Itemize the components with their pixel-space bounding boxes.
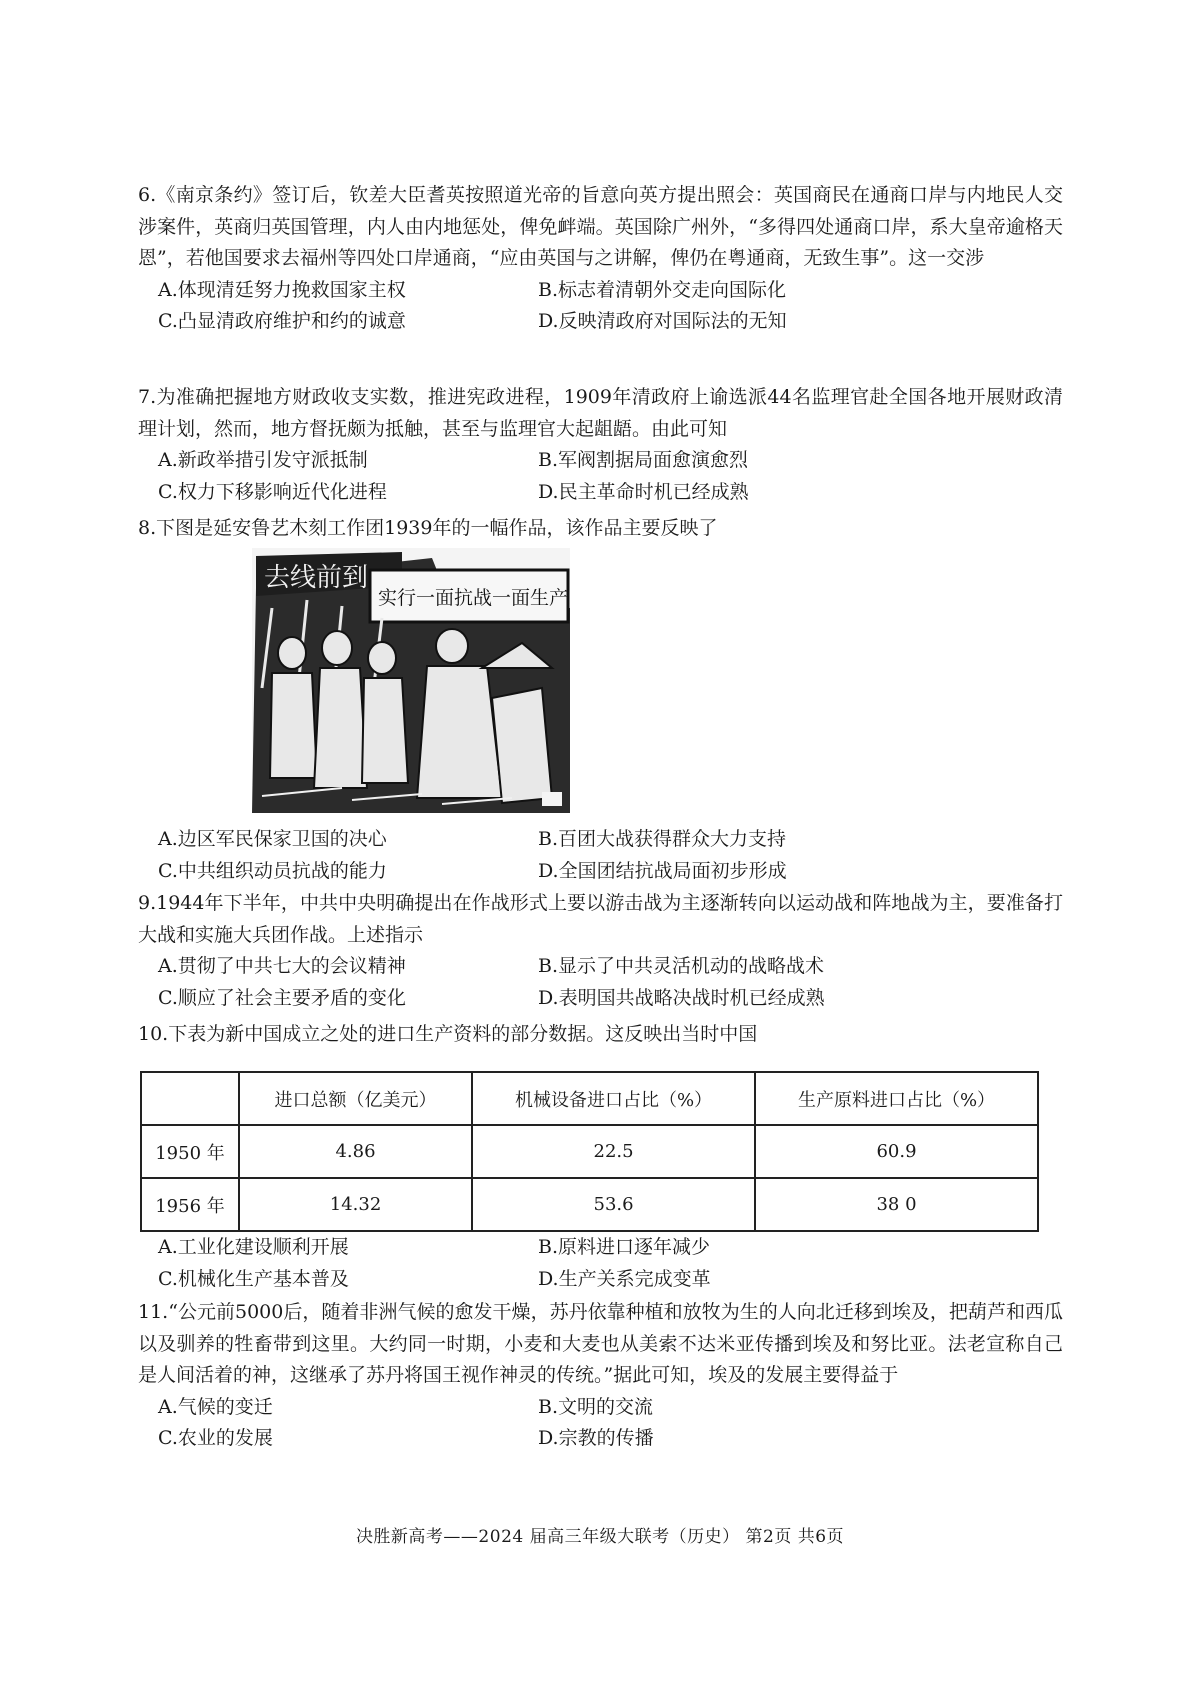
question-9 bbox=[138, 888, 1063, 1014]
banner-text: 去线前到 bbox=[264, 563, 369, 593]
option-b[interactable]: B.百团大战获得群众大力支持 bbox=[538, 828, 787, 850]
question-8 bbox=[138, 513, 1063, 545]
table-cell: 38 0 bbox=[755, 1178, 1038, 1231]
option-b[interactable]: B.原料进口逐年减少 bbox=[538, 1236, 711, 1258]
question-7 bbox=[138, 382, 1063, 508]
question-11-options bbox=[158, 1392, 1063, 1455]
table-header-row bbox=[141, 1072, 1038, 1125]
question-6-options bbox=[158, 275, 1063, 338]
option-c[interactable]: C.凸显清政府维护和约的诚意 bbox=[158, 310, 406, 332]
question-10-options bbox=[158, 1232, 1063, 1295]
option-d[interactable]: D.生产关系完成变革 bbox=[538, 1267, 711, 1290]
option-d[interactable]: D.宗教的传播 bbox=[538, 1427, 654, 1449]
question-7-stem: 7.为准确把握地方财政收支实数，推进宪政进程，1909年清政府上谕选派44名监理官赴全国各地开展财政清理计划，然而，地方督抚颇为抵触，甚至与监理官大起龃龉。由此可知 bbox=[138, 386, 1063, 440]
question-7-options bbox=[158, 445, 1063, 508]
option-c[interactable]: C.机械化生产基本普及 bbox=[158, 1267, 349, 1290]
option-b[interactable]: B.文明的交流 bbox=[538, 1395, 654, 1418]
page-footer: 决胜新高考——2024 届高三年级大联考（历史） 第2页 共6页 bbox=[355, 1527, 845, 1547]
table-header-cell: 进口总额（亿美元） bbox=[239, 1072, 472, 1125]
option-a[interactable]: A.贯彻了中共七大的会议精神 bbox=[158, 955, 406, 977]
question-10-stem: 10.下表为新中国成立之处的进口生产资料的部分数据。这反映出当时中国 bbox=[138, 1023, 758, 1045]
table-cell: 14.32 bbox=[239, 1178, 472, 1231]
question-10-options-block bbox=[138, 1232, 1063, 1295]
question-10 bbox=[138, 1019, 1063, 1051]
table-header-cell: 生产原料进口占比（%） bbox=[755, 1072, 1038, 1125]
option-b[interactable]: B.军阀割据局面愈演愈烈 bbox=[538, 449, 749, 471]
option-d[interactable]: D.全国团结抗战局面初步形成 bbox=[538, 859, 787, 882]
question-9-stem: 9.1944年下半年，中共中央明确提出在作战形式上要以游击战为主逐渐转向以运动战和阵地战为主，要准备打大战和实施大兵团作战。上述指示 bbox=[138, 892, 1063, 946]
table-cell: 22.5 bbox=[472, 1125, 755, 1178]
option-d[interactable]: D.民主革命时机已经成熟 bbox=[538, 480, 749, 503]
table-header-cell: 机械设备进口占比（%） bbox=[472, 1072, 755, 1125]
table-cell: 1956 年 bbox=[141, 1178, 239, 1231]
option-a[interactable]: A.体现清廷努力挽救国家主权 bbox=[158, 278, 406, 301]
option-b[interactable]: B.显示了中共灵活机动的战略战术 bbox=[538, 955, 825, 977]
question-8-options bbox=[158, 824, 1063, 887]
table-cell: 1950 年 bbox=[141, 1125, 239, 1178]
import-data-table bbox=[140, 1071, 1039, 1232]
option-c[interactable]: C.中共组织动员抗战的能力 bbox=[158, 859, 387, 882]
question-6-stem: 6.《南京条约》签订后，钦差大臣耆英按照道光帝的旨意向英方提出照会：英国商民在通商口岸与内地民人交涉案件，英商归英国管理，内人由内地惩处，俾免衅端。英国除广州外，“多得四处通商口岸，系大皇帝逾格天恩”，若他国要求去福州等四处口岸通商，“应由英国与之讲解，俾仍在粤通商，无致生事”。这一交涉 bbox=[138, 184, 1063, 269]
question-8-stem: 8.下图是延安鲁艺木刻工作团1939年的一幅作品，该作品主要反映了 bbox=[138, 517, 718, 539]
option-a[interactable]: A.边区军民保家卫国的决心 bbox=[158, 828, 387, 850]
option-d[interactable]: D.反映清政府对国际法的无知 bbox=[538, 310, 787, 332]
option-c[interactable]: C.顺应了社会主要矛盾的变化 bbox=[158, 986, 406, 1009]
option-c[interactable]: C.权力下移影响近代化进程 bbox=[158, 480, 387, 503]
table-row bbox=[141, 1125, 1038, 1178]
question-9-options bbox=[158, 951, 1063, 1014]
option-c[interactable]: C.农业的发展 bbox=[158, 1427, 273, 1449]
option-d[interactable]: D.表明国共战略决战时机已经成熟 bbox=[538, 986, 825, 1009]
table-row bbox=[141, 1178, 1038, 1231]
sign-text: 实行一面抗战一面生产 bbox=[378, 587, 569, 609]
question-11-stem: 11.“公元前5000后，随着非洲气候的愈发干燥，苏丹依靠种植和放牧为生的人向北迁移到埃及，把葫芦和西瓜以及驯养的牲畜带到这里。大约同一时期，小麦和大麦也从美索不达米亚传播到埃及和努比亚。法老宣称自己是人间活着的神，这继承了苏丹将国王视作神灵的传统。”据此可知，埃及的发展主要得益于 bbox=[138, 1301, 1063, 1386]
question-8-options-block bbox=[138, 824, 1063, 887]
table-cell: 60.9 bbox=[755, 1125, 1038, 1178]
question-6 bbox=[138, 180, 1063, 338]
option-b[interactable]: B.标志着清朝外交走向国际化 bbox=[538, 278, 787, 301]
woodcut-image bbox=[252, 548, 570, 813]
table-cell: 53.6 bbox=[472, 1178, 755, 1231]
table-header-cell bbox=[141, 1072, 239, 1125]
option-a[interactable]: A.新政举措引发守派抵制 bbox=[158, 449, 368, 471]
question-11 bbox=[138, 1297, 1063, 1455]
option-a[interactable]: A.气候的变迁 bbox=[158, 1395, 273, 1418]
option-a[interactable]: A.工业化建设顺利开展 bbox=[158, 1236, 349, 1258]
table-cell: 4.86 bbox=[239, 1125, 472, 1178]
